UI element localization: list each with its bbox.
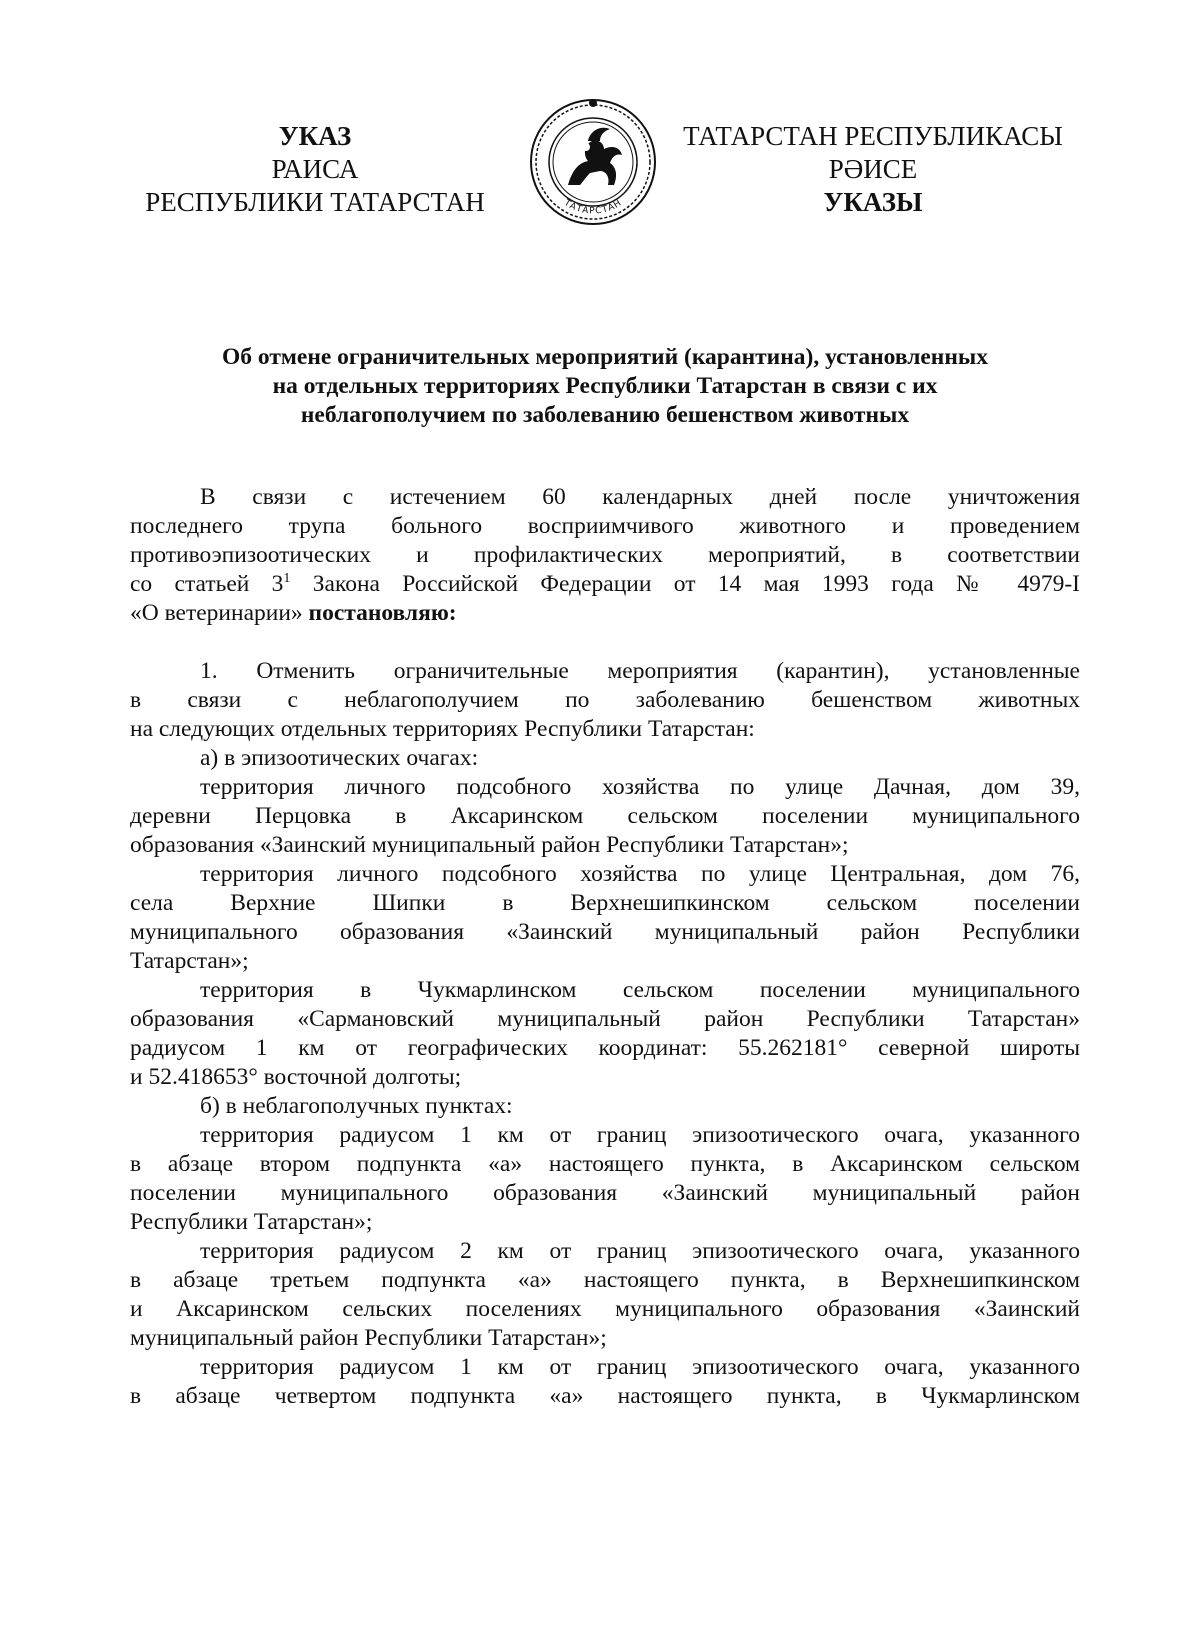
body-line: образования «Сармановский муниципальный район Республики Татарстан»	[130, 1006, 1080, 1032]
header-left-line-1: УКАЗ	[278, 121, 352, 151]
body-line: деревни Перцовка в Аксаринском сельском поселении муниципального	[130, 803, 1080, 829]
header-right-line-2: РӘИСЕ	[828, 154, 918, 184]
body-line: в абзаце втором подпункта «а» настоящего пункта, в Аксаринском сельском	[130, 1151, 1080, 1177]
body-line: б) в неблагополучных пунктах:	[200, 1093, 513, 1119]
header-right	[668, 120, 1078, 219]
body-line: Татарстан»;	[130, 948, 249, 974]
body-line: в абзаце четвертом подпункта «а» настоящего пункта, в Чукмарлинском	[130, 1383, 1080, 1409]
preamble-line-5	[130, 599, 1080, 628]
header-left	[130, 120, 500, 219]
body-line: и Аксаринском сельских поселениях муниципального образования «Заинский	[130, 1296, 1080, 1322]
title-line-1: Об отмене ограничительных мероприятий (карантина), установленных	[222, 344, 988, 370]
body-line: территория в Чукмарлинском сельском поселении муниципального	[200, 977, 1080, 1003]
body-line: поселении муниципального образования «Заинский муниципальный район	[130, 1180, 1080, 1206]
body-line: села Верхние Шипки в Верхнешипкинском сельском поселении	[130, 890, 1080, 916]
preamble-line-4b: Закона Российской Федерации от 14 мая 1993 года № 4979-I	[290, 571, 1081, 597]
document-title	[130, 343, 1080, 430]
body-line: территория радиусом 1 км от границ эпизоотического очага, указанного	[200, 1354, 1080, 1380]
body-line: на следующих отдельных территориях Республики Татарстан:	[130, 716, 755, 742]
header-left-line-2: РАИСА	[271, 154, 359, 184]
header-right-line-1: ТАТАРСТАН РЕСПУБЛИКАСЫ	[683, 121, 1063, 151]
body-line: муниципальный район Республики Татарстан»;	[130, 1325, 607, 1351]
header-left-line-3: РЕСПУБЛИКИ ТАТАРСТАН	[145, 187, 485, 217]
body-line: территория личного подсобного хозяйства по улице Дачная, дом 39,	[200, 774, 1080, 800]
body-line: муниципального образования «Заинский муниципальный район Республики	[130, 919, 1080, 945]
body-line: в связи с неблагополучием по заболеванию бешенством животных	[130, 687, 1080, 713]
decree-items	[130, 657, 1080, 1411]
body-line: территория личного подсобного хозяйства по улице Центральная, дом 76,	[200, 861, 1080, 887]
title-line-3: неблагополучием по заболеванию бешенством животных	[300, 402, 910, 428]
resolve-word: постановляю:	[308, 600, 457, 626]
body-line: 1. Отменить ограничительные мероприятия (карантин), установленные	[200, 658, 1080, 684]
emblem-text: ТАТАРСТАН	[561, 198, 624, 217]
paragraph-gap	[130, 628, 1080, 657]
body-line: Республики Татарстан»;	[130, 1209, 373, 1235]
body-line: территория радиусом 1 км от границ эпизоотического очага, указанного	[200, 1122, 1080, 1148]
document-body	[130, 483, 1080, 1411]
body-line: в абзаце третьем подпункта «а» настоящего пункта, в Верхнешипкинском	[130, 1267, 1080, 1293]
title-line-2: на отдельных территориях Республики Татарстан в связи с их	[272, 373, 938, 399]
preamble-line-4a: со статьей 3	[130, 571, 284, 597]
body-line: а) в эпизоотических очагах:	[200, 745, 479, 771]
header-right-line-3: УКАЗЫ	[823, 187, 923, 217]
preamble-line-4	[130, 570, 1080, 599]
body-line: образования «Заинский муниципальный район Республики Татарстан»;	[130, 832, 849, 858]
preamble-line-5a: «О ветеринарии»	[130, 600, 309, 626]
article-superscript: 1	[283, 571, 291, 587]
preamble-line-2: последнего трупа больного восприимчивого животного и проведением	[130, 513, 1080, 539]
body-line: и 52.418653° восточной долготы;	[130, 1064, 462, 1090]
body-line: территория радиусом 2 км от границ эпизоотического очага, указанного	[200, 1238, 1080, 1264]
preamble-line-1: В связи с истечением 60 календарных дней после уничтожения	[200, 484, 1080, 510]
body-line: радиусом 1 км от географических координат: 55.262181° северной широты	[130, 1035, 1080, 1061]
preamble-line-3: противоэпизоотических и профилактических мероприятий, в соответствии	[130, 542, 1080, 568]
emblem-of-tatarstan	[528, 97, 658, 227]
